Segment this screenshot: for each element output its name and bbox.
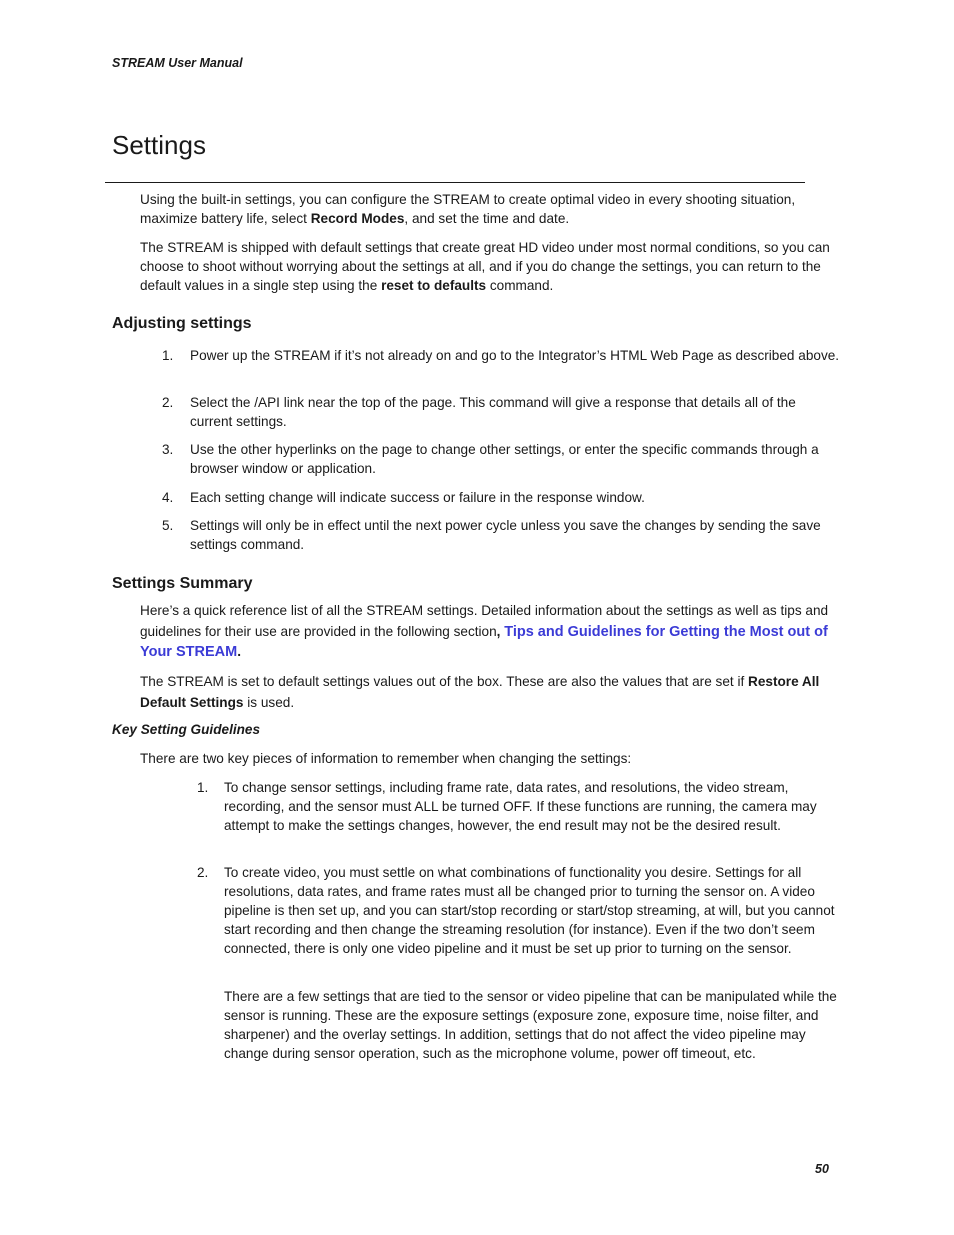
page-title: Settings [112, 130, 206, 160]
key-guidelines-heading: Key Setting Guidelines [112, 722, 261, 737]
restore-defaults-term: Restore All Default Settings [140, 674, 820, 710]
summary-paragraph-1: Here’s a quick reference list of all the STREAM settings. Detailed information about the settings as well as tips and guidelines for their use are provided in the following section, Tips and Guidelines for Getting the Most out of Your STREAM. [140, 603, 829, 660]
intro-paragraph-2: The STREAM is shipped with default settings that create great HD video under most normal conditions, so you can choose to shoot without worrying about the settings at all, and if you do change the settings, you can return to the default values in a single step using the reset to defaults command. [140, 240, 830, 293]
adjusting-settings-heading: Adjusting settings [112, 315, 252, 332]
page-number: 50 [815, 1162, 829, 1176]
running-header: STREAM User Manual [112, 56, 243, 70]
intro-paragraph-1: Using the built-in settings, you can configure the STREAM to create optimal video in every shooting situation, maximize battery life, select Record Modes, and set the time and date. [140, 192, 796, 226]
record-modes-term: Record Modes [310, 211, 405, 226]
title-divider [105, 182, 805, 183]
summary-paragraph-2: The STREAM is set to default settings values out of the box. These are also the values that are set if Restore All Default Settings is used. [140, 674, 820, 710]
reset-to-defaults-term: reset to defaults [381, 278, 487, 293]
tips-guidelines-link[interactable]: Tips and Guidelines for Getting the Most out of Your STREAM [140, 623, 828, 660]
guidelines-intro: There are two key pieces of information to remember when changing the settings: [140, 751, 632, 766]
settings-summary-heading: Settings Summary [112, 575, 253, 592]
guidelines-followup-paragraph: There are a few settings that are tied to the sensor or video pipeline that can be manipulated while the sensor is running. These are the exposure settings (exposure zone, exposure time, noise filter, and sharpener) and the overlay settings. In addition, settings that do not affect the video pipeline may change during sensor operation, such as the microphone volume, power off timeout, etc. [224, 989, 837, 1061]
